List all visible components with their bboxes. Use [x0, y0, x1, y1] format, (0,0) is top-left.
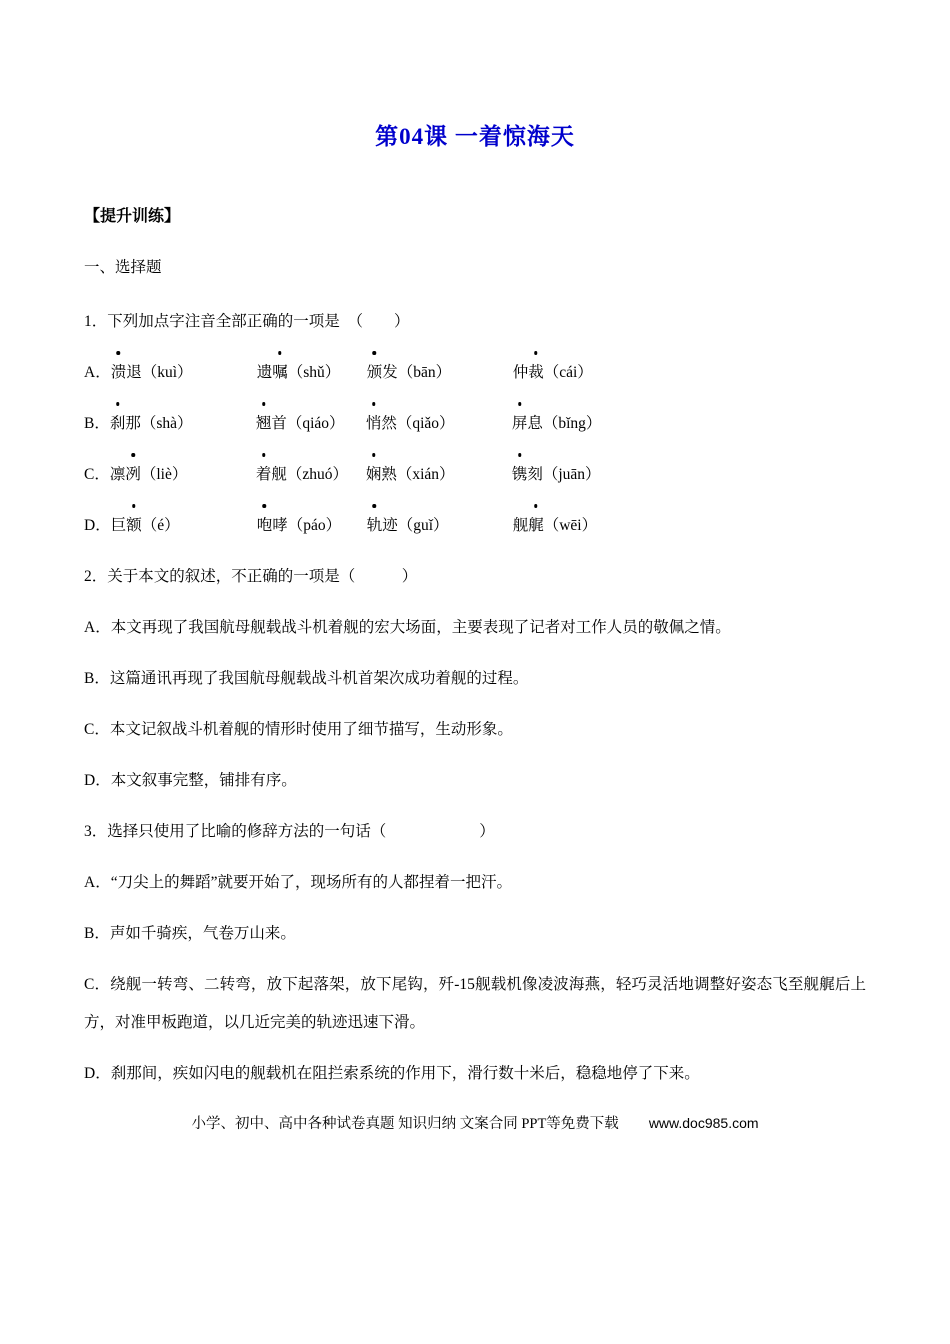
- option-row: [84, 864, 866, 902]
- option-row: [84, 1055, 866, 1093]
- emphasized-char: 额: [126, 507, 142, 545]
- pinyin-word: 凛冽（liè）: [110, 456, 256, 494]
- questions: [84, 303, 866, 1093]
- page-footer: [0, 1112, 950, 1133]
- section-header: 【提升训练】: [84, 208, 181, 225]
- pinyin-annotation: （páo）: [287, 517, 342, 535]
- option-label: C．: [84, 975, 111, 993]
- pinyin-annotation: （kuì）: [141, 364, 193, 382]
- option-text: 本文叙事完整，铺排有序。: [110, 771, 297, 789]
- emphasized-char: 颁: [367, 354, 383, 392]
- option-label: B．: [84, 924, 110, 942]
- question: [84, 303, 866, 545]
- pinyin-word: 颁发（bān）: [367, 354, 513, 392]
- pinyin-word: 遗嘱（shǔ）: [257, 354, 367, 392]
- option-text: 绕舰一转弯、二转弯，放下起落架，放下尾钩，歼-15舰载机像凌波海燕，轻巧灵活地调整好姿态飞至舰艉后上方，对准甲板跑道，以几近完美的轨迹迅速下滑。: [84, 975, 866, 1031]
- option-label: D．: [84, 517, 111, 535]
- pinyin-annotation: （bǐng）: [542, 415, 602, 433]
- footer-url: www.doc985.com: [648, 1115, 759, 1131]
- emphasized-char: 艉: [528, 507, 544, 545]
- option-label: A．: [84, 618, 111, 636]
- option-text: 这篇通讯再现了我国航母舰载战斗机首架次成功着舰的过程。: [109, 669, 529, 687]
- option-row: [84, 915, 866, 953]
- pinyin-word: 娴熟（xián）: [366, 456, 512, 494]
- question-stem: 3．选择只使用了比喻的修辞方法的一句话（ ）: [84, 822, 495, 840]
- option-row: [84, 456, 866, 494]
- emphasized-char: 裁: [528, 354, 544, 392]
- emphasized-char: 屏: [512, 405, 528, 443]
- pinyin-annotation: （bān）: [397, 364, 452, 382]
- option-label: C．: [84, 466, 110, 484]
- option-label: B．: [84, 415, 110, 433]
- part-header: 一、选择题: [84, 259, 162, 277]
- option-row: [84, 507, 866, 545]
- pinyin-annotation: （xián）: [396, 466, 455, 484]
- pinyin-annotation: （shǔ）: [287, 364, 341, 382]
- emphasized-char: 刹: [110, 405, 126, 443]
- pinyin-annotation: （juān）: [542, 466, 601, 484]
- pinyin-word: 舰艉（wēi）: [513, 507, 597, 545]
- pinyin-annotation: （wēi）: [543, 517, 598, 535]
- pinyin-word: 着舰（zhuó）: [256, 456, 366, 494]
- option-label: D．: [84, 1064, 111, 1082]
- pinyin-word: 巨额（é）: [111, 507, 257, 545]
- pinyin-annotation: （guǐ）: [397, 517, 449, 535]
- option-row: [84, 711, 866, 749]
- emphasized-char: 娴: [366, 456, 382, 494]
- pinyin-annotation: （cái）: [543, 364, 593, 382]
- option-row: [84, 762, 866, 800]
- option-text: “刀尖上的舞蹈”就要开始了，现场所有的人都捏着一把汗。: [110, 873, 512, 891]
- option-text: 声如千骑疾，气卷万山来。: [109, 924, 296, 942]
- pinyin-annotation: （shà）: [140, 415, 193, 433]
- emphasized-char: 镌: [512, 456, 528, 494]
- option-row: [84, 609, 866, 647]
- pinyin-word: 屏息（bǐng）: [512, 405, 602, 443]
- pinyin-annotation: （zhuó）: [286, 466, 349, 484]
- pinyin-word: 仲裁（cái）: [513, 354, 593, 392]
- pinyin-annotation: （qiáo）: [286, 415, 345, 433]
- option-row: [84, 966, 866, 1042]
- option-label: A．: [84, 364, 111, 382]
- option-row: [84, 405, 866, 443]
- pinyin-word: 轨迹（guǐ）: [367, 507, 513, 545]
- emphasized-char: 冽: [125, 456, 141, 494]
- footer-text: 小学、初中、高中各种试卷真题 知识归纳 文案合同 PPT等免费下载: [191, 1116, 619, 1132]
- option-label: D．: [84, 771, 111, 789]
- pinyin-word: 翘首（qiáo）: [256, 405, 366, 443]
- emphasized-char: 着: [256, 456, 272, 494]
- page-title: 第04课 一着惊海天: [375, 124, 575, 149]
- option-row: [84, 660, 866, 698]
- emphasized-char: 溃: [111, 354, 127, 392]
- question-stem: 2．关于本文的叙述，不正确的一项是（ ）: [84, 568, 418, 585]
- pinyin-word: 镌刻（juān）: [512, 456, 601, 494]
- emphasized-char: 翘: [256, 405, 272, 443]
- pinyin-annotation: （liè）: [140, 466, 188, 484]
- pinyin-word: 咆哮（páo）: [257, 507, 367, 545]
- pinyin-word: 刹那（shà）: [110, 405, 256, 443]
- option-text: 本文再现了我国航母舰载战斗机着舰的宏大场面，主要表现了记者对工作人员的敬佩之情。: [110, 618, 731, 636]
- pinyin-annotation: （é）: [141, 517, 180, 535]
- emphasized-char: 悄: [366, 405, 382, 443]
- emphasized-char: 嘱: [272, 354, 288, 392]
- question: [84, 558, 866, 800]
- option-text: 刹那间，疾如闪电的舰载机在阻拦索系统的作用下，滑行数十米后，稳稳地停了下来。: [110, 1064, 700, 1082]
- option-label: B．: [84, 669, 110, 687]
- emphasized-char: 咆: [257, 507, 273, 545]
- pinyin-annotation: （qiǎo）: [396, 415, 455, 433]
- pinyin-word: 悄然（qiǎo）: [366, 405, 512, 443]
- question: [84, 813, 866, 1093]
- option-label: A．: [84, 873, 111, 891]
- option-row: [84, 354, 866, 392]
- option-label: C．: [84, 720, 110, 738]
- option-text: 本文记叙战斗机着舰的情形时使用了细节描写，生动形象。: [109, 720, 513, 738]
- emphasized-char: 轨: [367, 507, 383, 545]
- pinyin-word: 溃退（kuì）: [111, 354, 257, 392]
- question-stem: 1．下列加点字注音全部正确的一项是 （ ）: [84, 313, 410, 331]
